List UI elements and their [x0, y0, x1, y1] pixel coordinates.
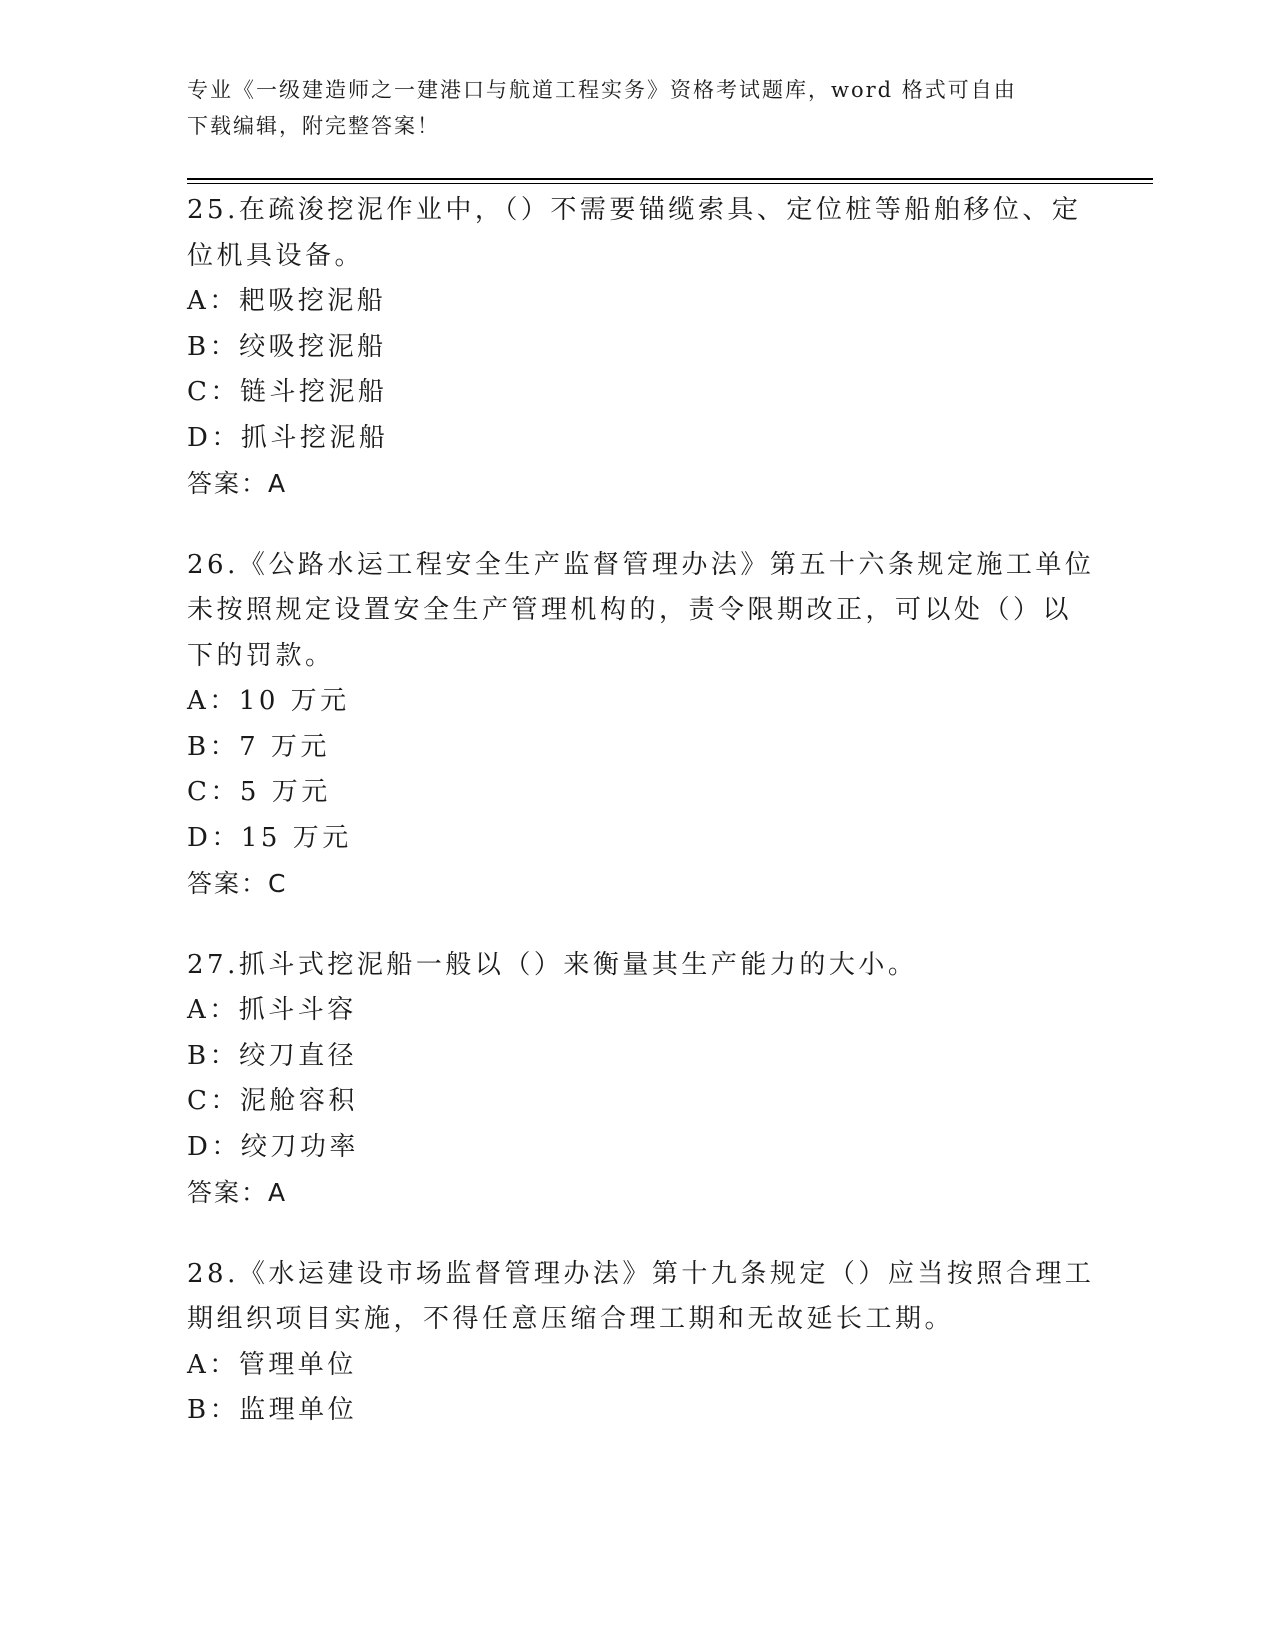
question-28 [187, 1252, 1095, 1434]
option-a: A：耙吸挖泥船 [187, 286, 387, 316]
option-a: A：抓斗斗容 [187, 995, 357, 1025]
option-a: A：管理单位 [187, 1349, 357, 1380]
option-c: C：泥舱容积 [187, 1086, 358, 1116]
option-d: D：抓斗挖泥船 [187, 422, 389, 453]
answer-line: 答案：A [187, 1178, 288, 1207]
question-26 [187, 543, 1095, 907]
option-b: B：监理单位 [187, 1395, 358, 1425]
question-stem-line: 未按照规定设置安全生产管理机构的，责令限期改正，可以处（）以 [187, 595, 1073, 625]
header-line-2: 下载编辑，附完整答案！ [187, 114, 440, 138]
question-27 [187, 943, 1087, 1216]
question-stem-line: 28.《水运建设市场监督管理办法》第十九条规定（）应当按照合理工 [187, 1258, 1095, 1289]
option-c: C：链斗挖泥船 [187, 377, 388, 407]
question-stem-line: 下的罚款。 [187, 640, 335, 671]
question-stem-line: 位机具设备。 [187, 240, 365, 271]
answer-line: 答案：A [187, 469, 288, 498]
header-divider-thin [187, 183, 1153, 184]
option-b: B：绞刀直径 [187, 1040, 358, 1071]
option-b: B：绞吸挖泥船 [187, 331, 387, 362]
document-header [187, 72, 1067, 144]
question-list [187, 188, 1095, 1470]
option-c: C：5 万元 [187, 777, 331, 807]
question-stem-line: 26.《公路水运工程安全生产监督管理办法》第五十六条规定施工单位 [187, 549, 1095, 580]
option-a: A：10 万元 [187, 686, 350, 716]
header-line-1: 专业《一级建造师之一建港口与航道工程实务》资格考试题库，word 格式可自由 [187, 78, 1017, 102]
header-divider-thick [187, 178, 1153, 180]
question-25 [187, 188, 1087, 507]
option-b: B：7 万元 [187, 731, 330, 762]
question-stem-line: 25.在疏浚挖泥作业中，（）不需要锚缆索具、定位桩等船舶移位、定 [187, 195, 1082, 225]
option-d: D：绞刀功率 [187, 1131, 359, 1162]
question-stem-line: 27.抓斗式挖泥船一般以（）来衡量其生产能力的大小。 [187, 949, 918, 980]
option-d: D：15 万元 [187, 822, 352, 853]
question-stem-line: 期组织项目实施，不得任意压缩合理工期和无故延长工期。 [187, 1304, 955, 1334]
answer-line: 答案：C [187, 869, 288, 898]
